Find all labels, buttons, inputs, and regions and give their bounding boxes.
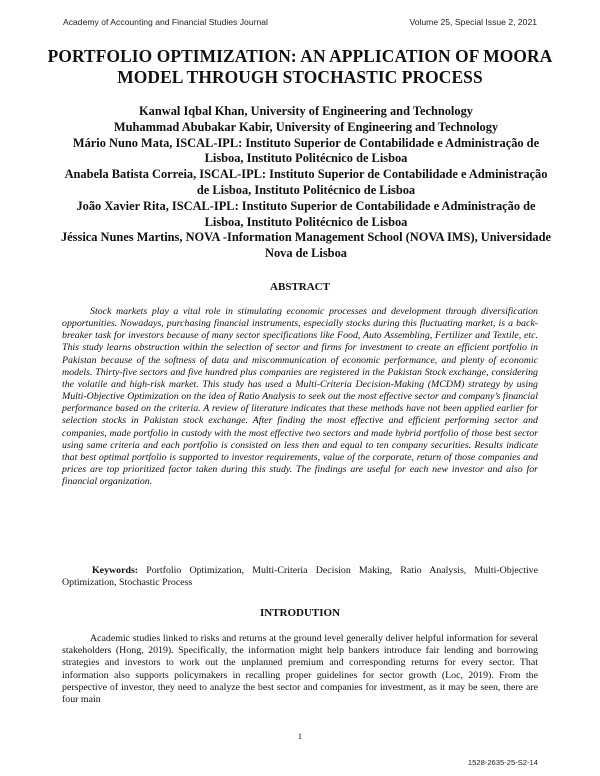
keywords-paragraph [62,565,538,589]
author-list [60,104,552,262]
issue-info: Volume 25, Special Issue 2, 2021 [409,17,537,27]
author-entry: Anabela Batista Correia, ISCAL-IPL: Instituto Superior de Contabilidade e Administração de Lisboa, Instituto Politécnico de Lisboa [64,167,548,197]
page-number: 1 [297,732,303,741]
author-entry: Kanwal Iqbal Khan, University of Engineering and Technology [139,104,473,118]
article-id: 1528-2635-25-S2-14 [467,758,538,767]
author-entry: Mário Nuno Mata, ISCAL-IPL: Instituto Superior de Contabilidade e Administração de Lisboa, Instituto Politécnico de Lisboa [72,135,540,166]
introduction-text: Academic studies linked to risks and returns at the ground level generally deliver helpful information for several stakeholders (Hong, 2019). Specifically, the information might help bankers introduce fair lending and borrowing strategies and investors to work out the unplanned premium and corresponding returns for every sector. That information also supports policymakers in recalling proper guidelines for sector growth (Loc, 2019). From the perspective of investor, they need to analyze the best sector and companies for investment, as it may be seen, there are four main [62,633,538,706]
author-entry: Jéssica Nunes Martins, NOVA -Information Management School (NOVA IMS), Universidade Nova de Lisboa [60,230,551,261]
running-header [63,17,537,27]
journal-name: Academy of Accounting and Financial Studies Journal [63,17,268,27]
abstract-text: Stock markets play a vital role in stimulating economic processes and development through diversification opportunities. Nowadays, purchasing financial instruments, especially stocks during this fluctuating market, is a back-breaker task for investors because of many sector specifications like Food, Auto Assembling, Fertilizer and Textile, etc. This study learns obstruction within the selection of sector and firms for investment to create an efficient portfolio in Pakistan because of the softness of data and miscommunication of economic performance, and plenty of economic models. Thirty-five sectors and five hundred plus companies are registered in the Pakistan Stock exchange, considering the volatile and high-risk market. This study has used a Multi-Criteria Decision-Making (MCDM) strategy by using Multi-Objective Optimization on the idea of Ratio Analysis to seek out the most effective sector and company’s financial performance based on the criteria. A review of literature indicates that these methods have not been applied earlier for selection stocks in Pakistan stock exchange. After finding the most effective and efficient performing sector and companies, made portfolio in custody with the most effective two sectors and made hybrid portfolio of those best sector using same criteria and each portfolio is consisted on less then and equal to ten company securities. Results indicate that best optimal portfolio is supported to investor requirements, value of the corporate, return of those companies and prices are top prioritized factor taken during this study. The findings are useful for each new investor and also for financial organization. [62,306,538,488]
author-entry: Muhammad Abubakar Kabir, University of Engineering and Technology [113,119,499,134]
introduction-heading: INTRODUTION [259,607,341,619]
author-entry: João Xavier Rita, ISCAL-IPL: Instituto Superior de Contabilidade e Administração de Lisboa, Instituto Politécnico de Lisboa [76,198,536,229]
paper-title: PORTFOLIO OPTIMIZATION: AN APPLICATION OF MOORA MODEL THROUGH STOCHASTIC PROCESS [47,46,553,87]
keywords-text: Portfolio Optimization, Multi-Criteria Decision Making, Ratio Analysis, Multi-Objective Optimization, Stochastic Process [62,565,539,589]
abstract-heading: ABSTRACT [270,281,330,293]
keywords-label: Keywords: [92,565,139,576]
